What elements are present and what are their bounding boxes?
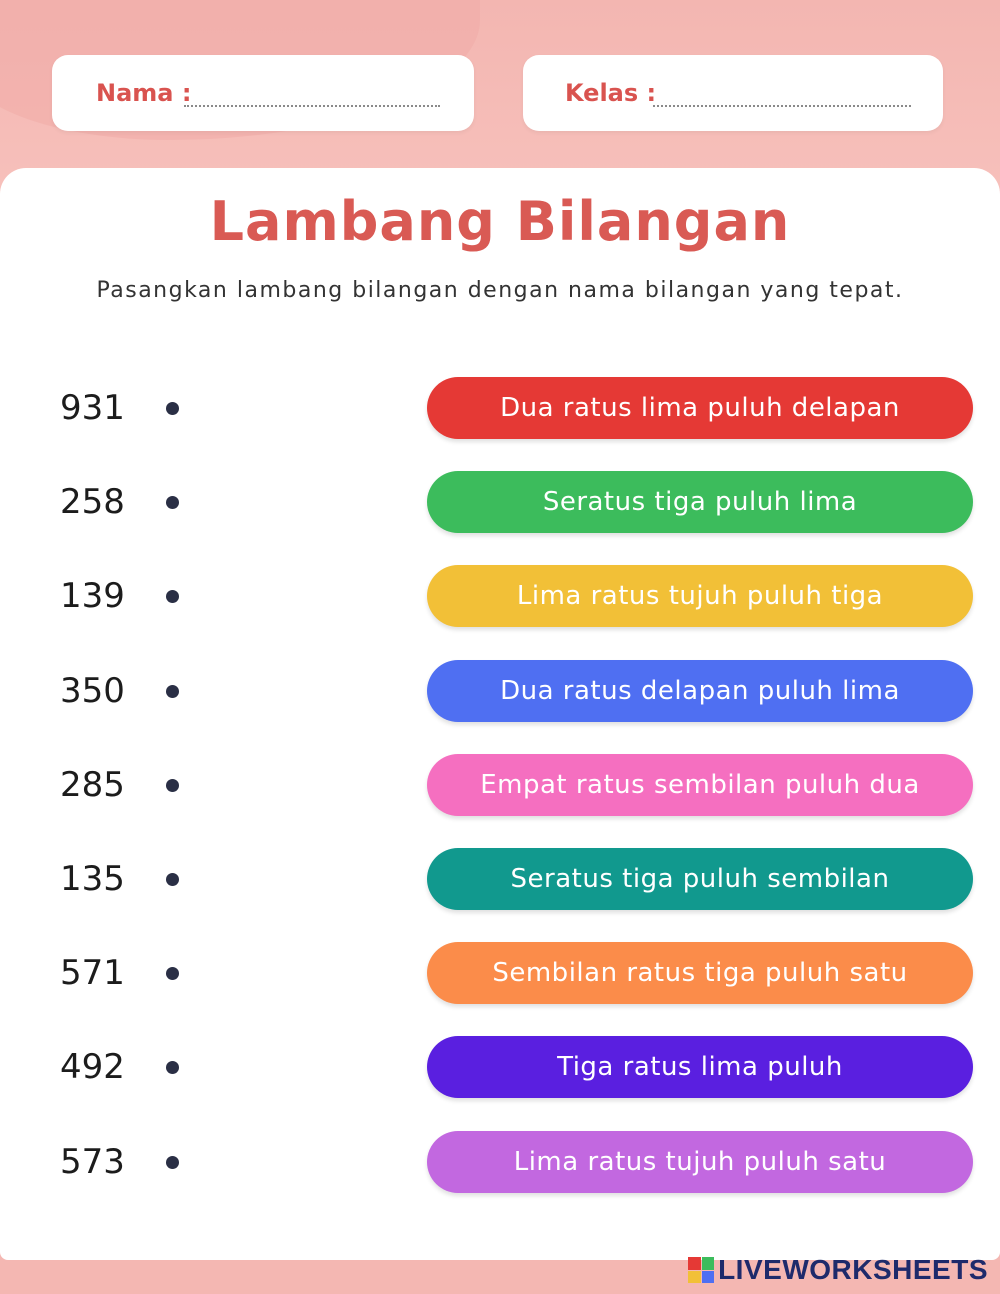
number-label: 492 [60, 1047, 125, 1088]
class-label: Kelas : [565, 79, 657, 107]
number-connector-dot[interactable] [166, 685, 179, 698]
brand-text: LIVEWORKSHEETS [718, 1254, 988, 1285]
number-label: 139 [60, 576, 125, 617]
class-input-line[interactable] [653, 105, 911, 107]
number-label: 135 [60, 859, 125, 899]
name-input-line[interactable] [184, 105, 440, 107]
number-name-option[interactable]: Sembilan ratus tiga puluh satu [427, 942, 973, 1004]
class-field-box [523, 55, 943, 131]
number-name-option[interactable]: Empat ratus sembilan puluh dua [427, 754, 973, 816]
number-connector-dot[interactable] [166, 779, 179, 792]
instruction-text: Pasangkan lambang bilangan dengan nama bilangan yang tepat. [96, 278, 904, 303]
number-connector-dot[interactable] [166, 1156, 179, 1169]
name-label: Nama : [96, 79, 192, 107]
number-name-option[interactable]: Seratus tiga puluh lima [427, 471, 973, 533]
worksheet-title: Lambang Bilangan [209, 190, 791, 253]
number-name-option[interactable]: Dua ratus lima puluh delapan [427, 377, 973, 439]
number-connector-dot[interactable] [166, 402, 179, 415]
number-name-option[interactable]: Lima ratus tujuh puluh satu [427, 1131, 973, 1193]
brand-logo-icon [688, 1257, 714, 1283]
number-label: 931 [60, 388, 125, 428]
number-name-option[interactable]: Dua ratus delapan puluh lima [427, 660, 973, 722]
number-label: 573 [60, 1141, 125, 1182]
number-name-option[interactable]: Seratus tiga puluh sembilan [427, 848, 973, 910]
number-label: 571 [60, 953, 125, 994]
liveworksheets-logo [688, 1254, 988, 1286]
number-name-option[interactable]: Tiga ratus lima puluh [427, 1036, 973, 1098]
number-name-option[interactable]: Lima ratus tujuh puluh tiga [427, 565, 973, 627]
number-label: 285 [60, 764, 125, 805]
number-connector-dot[interactable] [166, 873, 179, 886]
number-label: 350 [60, 670, 125, 711]
name-field-box [52, 55, 474, 131]
number-label: 258 [60, 482, 125, 523]
